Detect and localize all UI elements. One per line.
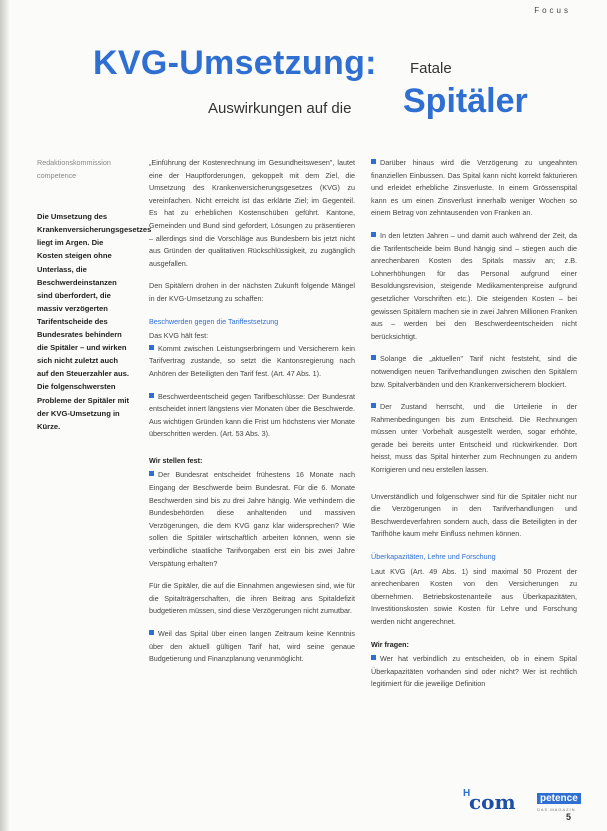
bullet-item: Beschwerdeentscheid gegen Tarifbeschlüsse: Der Bundesrat entscheidet innert längstens vier Monaten über die Beschwerde. Aus wichtigen Gründen kann die Frist um höchstens vier Monate überschritten werden. (Art. 53 Abs. 3). <box>149 391 355 439</box>
bullet-item: Wer hat verbindlich zu entscheiden, ob in einem Spital Überkapazitäten vorhanden sind oder nicht? Wer ist rechtlich legitimiert für die jeweilige Definition <box>371 654 577 689</box>
logo-prefix: H <box>463 788 471 799</box>
title-main: KVG-Umsetzung: <box>93 44 377 82</box>
subheading: Wir stellen fest: <box>149 455 203 465</box>
bullet-item: Kommt zwischen Leistungserbringern und Versicherern kein Tarifvertrag zustande, so setzt die Kantonsregierung nach Anhören der Beteiligten den Tarif fest. (Art. 47 Abs. 1). <box>149 343 355 378</box>
sidebar-column <box>37 157 152 443</box>
logo-tagline: DAS MAGAZIN <box>537 807 576 812</box>
bullet-item: Der Zustand herrscht, und die Urteilerie in der Rahmenbedingungen bis zum Entscheid. Die Rechnungen müssen unter Vorbehalt ausgestellt werden, sogar erhöhte, gerade bei bereits unter Entscheid und rückwirkender. Dort heisst, muss das Spital hinterher zum Rechnungen zu andern Korrigieren und neu erstellen lassen. <box>371 402 577 475</box>
bullet-icon <box>371 159 376 164</box>
bullet-icon <box>371 355 376 360</box>
bullet-item: Der Bundesrat entscheidet frühestens 16 Monate nach Eingang der Beschwerde beim Bundesrat. Für die 6. Monate Beschwerden sind bis zu drei Jahre hängig. Wie verhindern die Bundesbehörden diese anhaltenden und massiven Verzögerungen, die dem KVG ganz klar widersprechen? Wie sollen die Spitäler wirtschaftlich arbeiten können, wenn sie verbindliche staatliche Tarifvorgaben erst ein bis zwei Jahre Verspätung erhalten? <box>149 470 355 568</box>
paragraph: Unverständlich und folgenschwer sind für die Spitäler nicht nur die Verzögerungen in den Tarifverhandlungen und Beschwerdeverfahren sondern auch, dass die Beteiligten in der Tarifhöhe kaum mehr Einfluss nehmen können. <box>371 491 577 539</box>
paragraph: Den Spitälern drohen in der nächsten Zukunft folgende Mängel in der KVG-Umsetzung zu schaffen: <box>149 281 355 303</box>
page-number: 5 <box>566 812 572 822</box>
bullet-icon <box>149 471 154 476</box>
bullet-item: Weil das Spital über einen langen Zeitraum keine Kenntnis über den aktuell gültigen Tarif hat, wird seine genaue Budgetierung und Finanzplanung verunmöglicht. <box>149 629 355 664</box>
body-column-middle <box>149 157 355 676</box>
bullet-icon <box>371 403 376 408</box>
bullet-icon <box>371 655 376 660</box>
title-fatale: Fatale <box>410 60 452 77</box>
competence-logo <box>463 788 593 812</box>
bullet-icon <box>149 345 154 350</box>
logo-word: com <box>469 790 516 814</box>
bullet-item: In den letzten Jahren – und damit auch während der Zeit, da die Tarifentscheide beim Bund hängig sind – stiegen auch die anrechenbaren Kosten des Spitals massiv an; z.B. Lohnerhöhungen für das Personal aufgrund einer Besoldungsrevision, steigende Medikamentenpreise aufgrund gesetzlicher Vorschriften etc.). Die steigenden Kosten – bei gewissen Spitälern machen sie in zwei Jahren Millionen Franken aus – werden bei den Beschwerdeentscheiden nicht berücksichtigt. <box>371 230 577 341</box>
lead-text: Die Umsetzung des Krankenversicherungsgesetzes liegt im Argen. Die Kosten steigen ohne Unterlass, die Beschwerdeinstanzen sind überfordert, die massiv verzögerten Tarifentscheide des Bundesrates behindern die Spitäler – und wirken sich nicht zuletzt auch auf den Steuerzahler aus. Die folgenschwersten Probleme der Spitäler mit der KVG-Umsetzung in Kürze. <box>37 212 152 431</box>
subheading: Wir fragen: <box>371 639 409 649</box>
body-column-right <box>371 157 577 701</box>
editorial-credit: Redaktionskommission competence <box>37 158 111 180</box>
section-label: Focus <box>534 6 571 15</box>
bullet-item: Solange die „aktuellen" Tarif nicht feststeht, sind die notwendigen neuen Tarifverhandlungen zwischen den Spitälern bzw. Spitalverbänden und den Krankenversicherern blockiert. <box>371 354 577 389</box>
title-subline: Auswirkungen auf die <box>208 100 352 117</box>
title-spitaeler: Spitäler <box>403 82 528 120</box>
subheading: Beschwerden gegen die Tariffestsetzung <box>149 316 279 326</box>
bullet-icon <box>371 232 376 237</box>
bullet-item: Darüber hinaus wird die Verzögerung zu ungeahnten finanziellen Einbussen. Das Spital kann nicht korrekt fakturieren und erleidet erhebliche Zinsverluste. In einem Grössenspital kann es um einen Zinsverlust innerhalb weniger Wochen so einem Betrag von zehntausenden von Franken an. <box>371 158 577 218</box>
bullet-icon <box>149 630 154 635</box>
paragraph: „Einführung der Kostenrechnung im Gesundheitswesen", lautet eine der Hauptforderungen, gekoppelt mit dem Ziel, die Umsetzung des Krankenversicherungsgesetzes (KVG) zu vereinfachen. Nicht erreicht ist das erklärte Ziel; im Gegenteil. Es hat zu erheblichen Kostenschüben geführt. Kantone, Gemeinden und Bund sind gefordert, Lösungen zu präsentieren – allerdings sind die Vorschläge aus Bundesbern bis jetzt nicht aus Gründen der qualitativen Rückschlüssigkeit, zu zugänglich ausgefallen. <box>149 158 355 268</box>
subheading: Überkapazitäten, Lehre und Forschung <box>371 552 496 562</box>
page-edge-shadow <box>0 0 10 831</box>
paragraph: Laut KVG (Art. 49 Abs. 1) sind maximal 50 Prozent der anrechenbaren Kosten von den Versicherungen zu übernehmen. Betriebskostenanteile aus Überkapazitäten, Investitionskosten sowie Kosten für Lehre und Forschung werden nicht angerechnet. <box>371 566 577 626</box>
paragraph: Das KVG hält fest: <box>149 331 209 341</box>
bullet-icon <box>149 393 154 398</box>
logo-box: petence <box>537 793 581 804</box>
paragraph: Für die Spitäler, die auf die Einnahmen angewiesen sind, wie für die Spitalträgerschaften, die ihren Beitrag ans Spitaldefizit budgetieren müssen, sind diese Verzögerungen nicht zumutbar. <box>149 581 355 616</box>
